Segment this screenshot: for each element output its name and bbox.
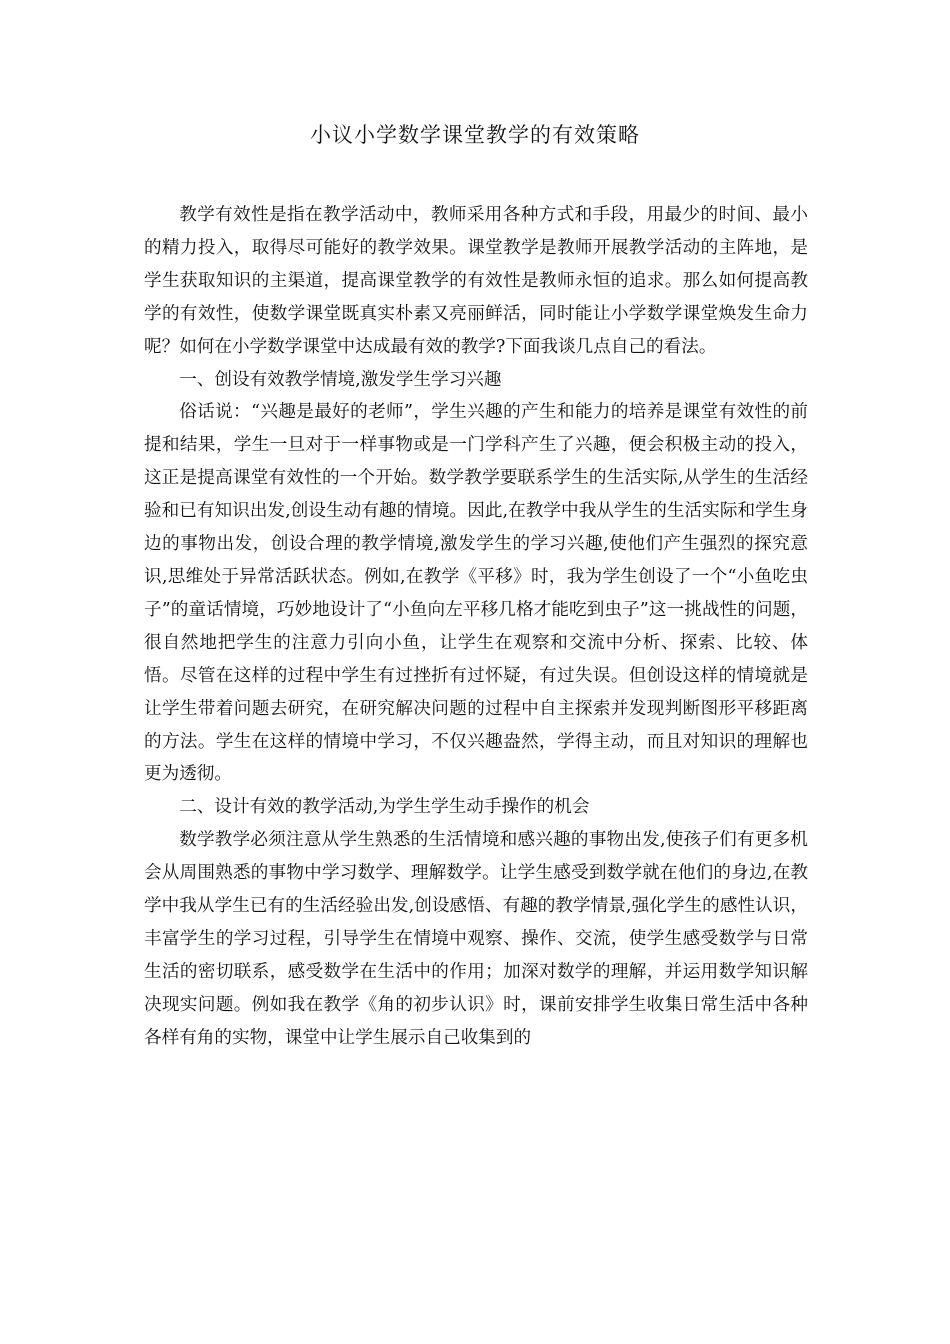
paragraph-section-2: 数学教学必须注意从学生熟悉的生活情境和感兴趣的事物出发,使孩子们有更多机会从周围熟悉的事物中学习数学、理解数学。让学生感受到数学就在他们的身边,在教学中我从学生已有的生活经验出发,创设感悟、有趣的教学情景,强化学生的感性认识，丰富学生的学习过程，引导学生在情境中观察、操作、交流，使学生感受数学与日常生活的密切联系，感受数学在生活中的作用；加深对数学的理解，并运用数学知识解决现实问题。例如我在教学《角的初步认识》时，课前安排学生收集日常生活中各种各样有角的实物，课堂中让学生展示自己收集到的 bbox=[144, 830, 808, 1048]
document-body bbox=[144, 199, 808, 1055]
paragraph-section-1: 俗话说：“兴趣是最好的老师”，学生兴趣的产生和能力的培养是课堂有效性的前提和结果，学生一旦对于一样事物或是一门学科产生了兴趣，便会积极主动的投入，这正是提高课堂有效性的一个开始。数学教学要联系学生的生活实际,从学生的生活经验和已有知识出发,创设生动有趣的情境。因此,在教学中我从学生的生活实际和学生身边的事物出发，创设合理的教学情境,激发学生的学习兴趣,使他们产生强烈的探究意识,思维处于异常活跃状态。例如,在教学《平移》时，我为学生创设了一个“小鱼吃虫子”的童话情境，巧妙地设计了“小鱼向左平移几格才能吃到虫子”这一挑战性的问题，很自然地把学生的注意力引向小鱼，让学生在观察和交流中分析、探索、比较、体悟。尽管在这样的过程中学生有过挫折有过怀疑，有过失误。但创设这样的情境就是让学生带着问题去研究，在研究解决问题的过程中自主探索并发现判断图形平移距离的方法。学生在这样的情境中学习，不仅兴趣盎然，学得主动，而且对知识的理解也更为透彻。 bbox=[144, 402, 808, 785]
page-title: 小议小学数学课堂教学的有效策略 bbox=[310, 123, 640, 147]
section-heading-1: 一、创设有效教学情境,激发学生学习兴趣 bbox=[179, 369, 502, 390]
paragraph-intro: 教学有效性是指在教学活动中，教师采用各种方式和手段，用最少的时间、最小的精力投入，取得尽可能好的教学效果。课堂教学是教师开展教学活动的主阵地，是学生获取知识的主渠道，提高课堂教学的有效性是教师永恒的追求。那么如何提高教学的有效性，使数学课堂既真实朴素又亮丽鲜活，同时能让小学数学课堂焕发生命力呢？如何在小学数学课堂中达成最有效的教学?下面我谈几点自己的看法。 bbox=[144, 205, 808, 357]
section-heading-2: 二、设计有效的教学活动,为学生学生动手操作的机会 bbox=[179, 797, 590, 818]
